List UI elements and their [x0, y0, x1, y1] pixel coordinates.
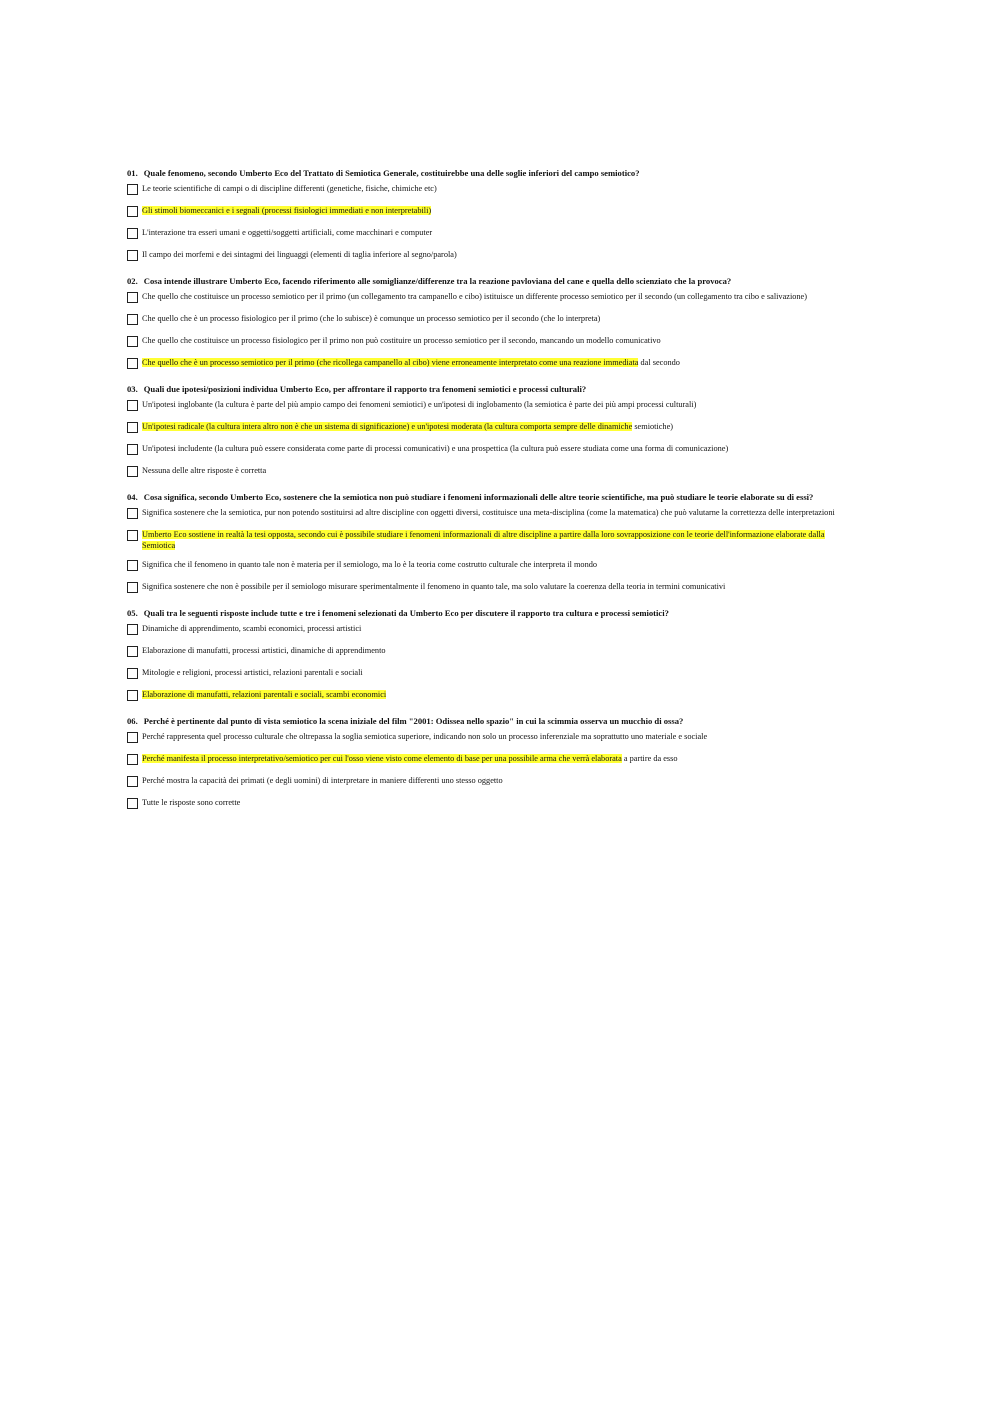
- question-number: 02.: [127, 276, 138, 286]
- answer-text: Che quello che costituisce un processo semiotico per il primo (un collegamento tra campanello e cibo) istituisce un differente processo semiotico per il secondo (un collegamento tra cibo e salivazione): [142, 292, 807, 301]
- answer-checkbox[interactable]: [127, 400, 138, 411]
- answer-option: [127, 731, 852, 745]
- answer-checkbox[interactable]: [127, 228, 138, 239]
- answer-checkbox[interactable]: [127, 530, 138, 541]
- answer-text: Nessuna delle altre risposte è corretta: [142, 466, 267, 475]
- answer-option: [127, 421, 852, 435]
- question-title: [127, 384, 852, 395]
- question-04: [127, 492, 852, 595]
- question-number: 03.: [127, 384, 138, 394]
- question-title: [127, 492, 852, 503]
- answer-checkbox[interactable]: [127, 646, 138, 657]
- question-title: [127, 716, 852, 727]
- answer-option: [127, 753, 852, 767]
- answer-checkbox[interactable]: [127, 560, 138, 571]
- answer-text: Perché mostra la capacità dei primati (e degli uomini) di interpretare in maniere differenti uno stesso oggetto: [142, 776, 503, 785]
- answer-checkbox[interactable]: [127, 250, 138, 261]
- answer-option: [127, 797, 852, 811]
- answer-text: Significa sostenere che non è possibile per il semiologo misurare sperimentalmente il fenomeno in quanto tale, ma solo valutare la coerenza della teoria in termini comunicativi: [142, 582, 726, 591]
- answer-text: Significa che il fenomeno in quanto tale non è materia per il semiologo, ma lo è la teoria come costrutto culturale che interpreta il mondo: [142, 560, 598, 569]
- answer-option: [127, 313, 852, 327]
- answer-checkbox[interactable]: [127, 314, 138, 325]
- answer-option: [127, 205, 852, 219]
- answer-option: [127, 529, 852, 551]
- answer-checkbox[interactable]: [127, 466, 138, 477]
- answer-option: [127, 443, 852, 457]
- answer-option: [127, 667, 852, 681]
- answer-text: Che quello che costituisce un processo fisiologico per il primo non può costituire un processo semiotico per il secondo, mancando un modello comunicativo: [142, 336, 661, 345]
- answer-text: Mitologie e religioni, processi artistici, relazioni parentali e sociali: [142, 668, 363, 677]
- answer-text: Il campo dei morfemi e dei sintagmi dei linguaggi (elementi di taglia inferiore al segno/parola): [142, 250, 457, 259]
- answer-option: [127, 399, 852, 413]
- answer-checkbox[interactable]: [127, 206, 138, 217]
- question-05: [127, 608, 852, 703]
- answer-option: [127, 623, 852, 637]
- answer-text: Un'ipotesi includente (la cultura può essere considerata come parte di processi comunicativi) e una prospettica (la cultura può essere studiata come una forma di comunicazione): [142, 444, 729, 453]
- answer-text-rest: semiotiche): [632, 422, 674, 431]
- answer-text: Tutte le risposte sono corrette: [142, 798, 241, 807]
- answer-text: Perché rappresenta quel processo culturale che oltrepassa la soglia semiotica superiore, indicando non solo un processo inferenziale ma soprattutto uno materiale e sociale: [142, 732, 708, 741]
- highlighted-answer-text: Umberto Eco sostiene in realtà la tesi opposta, secondo cui è possibile studiare i fenomeni informazionali di altre discipline a partire dalla loro sovrapposizione con le teorie dell'informazione elaborate dalla Semiotica: [142, 530, 825, 550]
- answer-text: Dinamiche di apprendimento, scambi economici, processi artistici: [142, 624, 362, 633]
- answer-checkbox[interactable]: [127, 798, 138, 809]
- answer-option: [127, 291, 852, 305]
- question-number: 04.: [127, 492, 138, 502]
- highlighted-answer-text: Gli stimoli biomeccanici e i segnali (processi fisiologici immediati e non interpretabili): [142, 206, 432, 215]
- highlighted-answer-text: Elaborazione di manufatti, relazioni parentali e sociali, scambi economici: [142, 690, 387, 699]
- answer-option: [127, 357, 852, 371]
- answer-checkbox[interactable]: [127, 582, 138, 593]
- answer-option: [127, 465, 852, 479]
- highlighted-answer-text: Perché manifesta il processo interpretativo/semiotico per cui l'osso viene visto come elemento di base per una possibile arma che verrà elaborata: [142, 754, 622, 763]
- answer-text: L'interazione tra esseri umani e oggetti/soggetti artificiali, come macchinari e computer: [142, 228, 433, 237]
- question-number: 05.: [127, 608, 138, 618]
- answer-checkbox[interactable]: [127, 422, 138, 433]
- answer-checkbox[interactable]: [127, 336, 138, 347]
- answer-text: Significa sostenere che la semiotica, pur non potendo sostituirsi ad altre discipline con oggetti diversi, costituisce una meta-disciplina (come la matematica) che può valutarne la correttezza delle interpretazioni: [142, 508, 835, 517]
- highlighted-answer-text: Un'ipotesi radicale (la cultura intera altro non è che un sistema di significazione) e un'ipotesi moderata (la cultura comporta sempre delle dinamiche: [142, 422, 633, 431]
- question-number: 01.: [127, 168, 138, 178]
- question-text: Cosa significa, secondo Umberto Eco, sostenere che la semiotica non può studiare i fenomeni informazionali delle altre teorie scientifiche, ma può studiare le teorie elaborate su di essi?: [143, 492, 814, 502]
- answer-text: Che quello che è un processo fisiologico per il primo (che lo subisce) è comunque un processo semiotico per il secondo (che lo interpreta): [142, 314, 601, 323]
- question-text: Quali tra le seguenti risposte include tutte e tre i fenomeni selezionati da Umberto Eco per discutere il rapporto tra cultura e processi semiotici?: [143, 608, 669, 618]
- question-title: [127, 276, 852, 287]
- question-03: [127, 384, 852, 479]
- question-text: Quali due ipotesi/posizioni individua Umberto Eco, per affrontare il rapporto tra fenomeni semiotici e processi culturali?: [143, 384, 587, 394]
- answer-option: [127, 559, 852, 573]
- answer-text: Un'ipotesi inglobante (la cultura è parte del più ampio campo dei fenomeni semiotici) e un'ipotesi di inglobamento (la semiotica è parte dei più ampi processi culturali): [142, 400, 697, 409]
- answer-text-rest: a partire da esso: [621, 754, 678, 763]
- question-text: Cosa intende illustrare Umberto Eco, facendo riferimento alle somiglianze/differenze tra la reazione pavloviana del cane e quella dello scienziato che la provoca?: [143, 276, 732, 286]
- answer-option: [127, 689, 852, 703]
- answer-checkbox[interactable]: [127, 776, 138, 787]
- question-01: [127, 168, 852, 263]
- answer-checkbox[interactable]: [127, 668, 138, 679]
- answer-checkbox[interactable]: [127, 292, 138, 303]
- question-text: Perché è pertinente dal punto di vista semiotico la scena iniziale del film "2001: Odissea nello spazio" in cui la scimmia osserva un mucchio di ossa?: [143, 716, 684, 726]
- answer-option: [127, 183, 852, 197]
- highlighted-answer-text: Che quello che è un processo semiotico per il primo (che ricollega campanello al cibo) viene erroneamente interpretato come una reazione immediata: [142, 358, 639, 367]
- question-number: 06.: [127, 716, 138, 726]
- answer-option: [127, 775, 852, 789]
- question-title: [127, 168, 852, 179]
- question-text: Quale fenomeno, secondo Umberto Eco del Trattato di Semiotica Generale, costituirebbe una delle soglie inferiori del campo semiotico?: [143, 168, 640, 178]
- question-06: [127, 716, 852, 811]
- answer-option: [127, 581, 852, 595]
- question-title: [127, 608, 852, 619]
- answer-option: [127, 335, 852, 349]
- answer-text: Elaborazione di manufatti, processi artistici, dinamiche di apprendimento: [142, 646, 386, 655]
- answer-text: Le teorie scientifiche di campi o di discipline differenti (genetiche, fisiche, chimiche etc): [142, 184, 437, 193]
- answer-option: [127, 645, 852, 659]
- answer-checkbox[interactable]: [127, 624, 138, 635]
- answer-checkbox[interactable]: [127, 754, 138, 765]
- answer-checkbox[interactable]: [127, 690, 138, 701]
- question-02: [127, 276, 852, 371]
- answer-text-rest: dal secondo: [638, 358, 680, 367]
- answer-checkbox[interactable]: [127, 358, 138, 369]
- answer-option: [127, 507, 852, 521]
- answer-checkbox[interactable]: [127, 444, 138, 455]
- answer-option: [127, 249, 852, 263]
- answer-checkbox[interactable]: [127, 184, 138, 195]
- answer-checkbox[interactable]: [127, 732, 138, 743]
- quiz-document: [127, 168, 852, 824]
- answer-option: [127, 227, 852, 241]
- answer-checkbox[interactable]: [127, 508, 138, 519]
